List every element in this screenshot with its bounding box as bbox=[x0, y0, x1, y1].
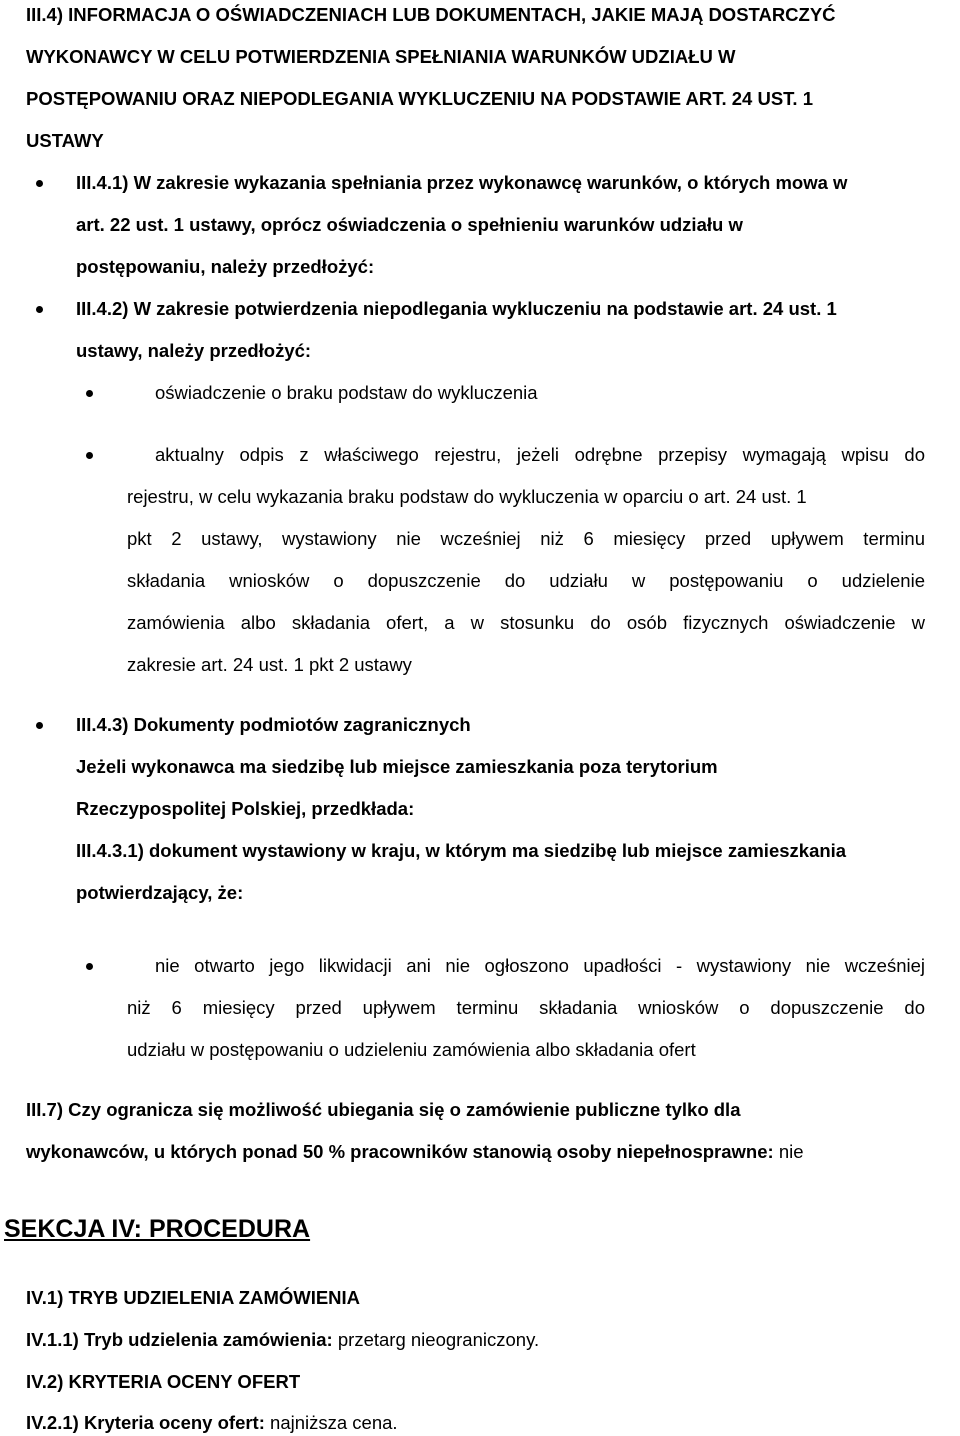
bullet-icon bbox=[36, 722, 43, 729]
doc-statement: oświadczenie o braku podstaw do wykluczenia bbox=[155, 382, 538, 403]
section-heading-line-4: USTAWY bbox=[26, 130, 104, 151]
iv1-heading: IV.1) TRYB UDZIELENIA ZAMÓWIENIA bbox=[26, 1287, 361, 1308]
item-3431-line-1: III.4.3.1) dokument wystawiony w kraju, w którym ma siedzibę lub miejsce zamieszkania bbox=[76, 840, 847, 861]
item-341-line-3: postępowaniu, należy przedłożyć: bbox=[76, 256, 375, 277]
item-342-line-2: ustawy, należy przedłożyć: bbox=[76, 340, 312, 361]
item-343-intro-line-1: Jeżeli wykonawca ma siedzibę lub miejsce zamieszkania poza terytorium bbox=[76, 756, 718, 777]
doc-liquidation-line-2: niż 6 miesięcy przed upływem terminu składania wniosków o dopuszczenie do bbox=[127, 997, 925, 1018]
bullet-icon bbox=[86, 390, 93, 397]
doc-liquidation-line-1: nie otwarto jego likwidacji ani nie ogłoszono upadłości - wystawiony nie wcześniej bbox=[155, 955, 925, 976]
bullet-icon bbox=[86, 452, 93, 459]
item-37-line-2 bbox=[26, 1140, 804, 1164]
section-heading-line-1: III.4) INFORMACJA O OŚWIADCZENIACH LUB DOKUMENTACH, JAKIE MAJĄ DOSTARCZYĆ bbox=[26, 4, 836, 25]
doc-register-line-4: składania wniosków o dopuszczenie do udziału w postępowaniu o udzielenie bbox=[127, 570, 925, 591]
item-341-line-1: III.4.1) W zakresie wykazania spełniania przez wykonawcę warunków, o których mowa w bbox=[76, 172, 848, 193]
iv11-value: przetarg nieograniczony. bbox=[332, 1329, 540, 1350]
bullet-icon bbox=[36, 306, 43, 313]
bullet-icon bbox=[86, 963, 93, 970]
item-3431-line-2: potwierdzający, że: bbox=[76, 882, 244, 903]
iv21-label: IV.2.1) Kryteria oceny ofert: bbox=[26, 1412, 265, 1433]
section-iv-title: SEKCJA IV: PROCEDURA bbox=[4, 1215, 311, 1243]
item-37-answer: nie bbox=[773, 1141, 804, 1162]
item-37-question: wykonawców, u których ponad 50 % pracowników stanowią osoby niepełnosprawne: bbox=[26, 1141, 774, 1162]
iv11-label: IV.1.1) Tryb udzielenia zamówienia: bbox=[26, 1329, 333, 1350]
bullet-icon bbox=[36, 180, 43, 187]
doc-register-line-1: aktualny odpis z właściwego rejestru, jeżeli odrębne przepisy wymagają wpisu do bbox=[155, 444, 925, 465]
iv21-value: najniższa cena. bbox=[264, 1412, 398, 1433]
iv21-line bbox=[26, 1411, 398, 1435]
item-342-line-1: III.4.2) W zakresie potwierdzenia niepodlegania wykluczeniu na podstawie art. 24 ust. 1 bbox=[76, 298, 837, 319]
doc-register-line-5: zamówienia albo składania ofert, a w stosunku do osób fizycznych oświadczenie w bbox=[127, 612, 925, 633]
item-341-line-2: art. 22 ust. 1 ustawy, oprócz oświadczenia o spełnieniu warunków udziału w bbox=[76, 214, 743, 235]
section-heading-line-3: POSTĘPOWANIU ORAZ NIEPODLEGANIA WYKLUCZENIU NA PODSTAWIE ART. 24 UST. 1 bbox=[26, 88, 813, 109]
iv11-line bbox=[26, 1328, 539, 1352]
section-heading-line-2: WYKONAWCY W CELU POTWIERDZENIA SPEŁNIANIA WARUNKÓW UDZIAŁU W bbox=[26, 46, 736, 67]
item-343-title: III.4.3) Dokumenty podmiotów zagranicznych bbox=[76, 714, 471, 735]
item-343-intro-line-2: Rzeczypospolitej Polskiej, przedkłada: bbox=[76, 798, 415, 819]
doc-liquidation-line-3: udziału w postępowaniu o udzieleniu zamówienia albo składania ofert bbox=[127, 1039, 696, 1060]
doc-register-line-2: rejestru, w celu wykazania braku podstaw do wykluczenia w oparciu o art. 24 ust. 1 bbox=[127, 486, 807, 507]
doc-register-line-3: pkt 2 ustawy, wystawiony nie wcześniej niż 6 miesięcy przed upływem terminu bbox=[127, 528, 925, 549]
iv2-heading: IV.2) KRYTERIA OCENY OFERT bbox=[26, 1371, 301, 1392]
doc-register-line-6: zakresie art. 24 ust. 1 pkt 2 ustawy bbox=[127, 654, 412, 675]
item-37-line-1: III.7) Czy ogranicza się możliwość ubiegania się o zamówienie publiczne tylko dla bbox=[26, 1099, 741, 1120]
